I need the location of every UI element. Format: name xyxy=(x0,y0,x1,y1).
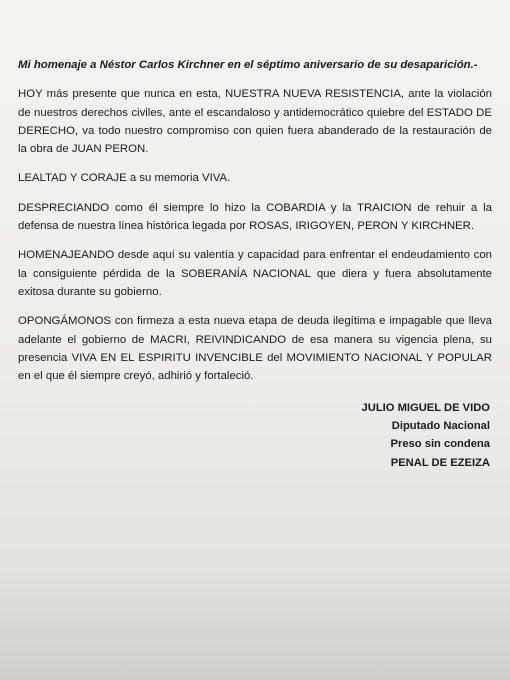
paragraph-3: DESPRECIANDO como él siempre lo hizo la COBARDIA y la TRAICION de rehuir a la defensa de nuestra línea histórica legada por ROSAS, IRIGOYEN, PERON Y KIRCHNER. xyxy=(18,201,492,233)
signature-status: Preso sin condena xyxy=(390,438,490,451)
paragraph-2: LEALTAD Y CORAJE a su memoria VIVA. xyxy=(18,172,231,185)
letter-title: Mi homenaje a Néstor Carlos Kirchner en el séptimo aniversario de su desaparición.- xyxy=(18,59,478,71)
paragraph-1: HOY más presente que nunca en esta, NUESTRA NUEVA RESISTENCIA, ante la violación de nuestros derechos civiles, ante el escandaloso y antidemocrático quiebre del ESTADO DE DERECHO, va todo nuestro compromiso con quien fuera abanderado de la restauración de la obra de JUAN PERON. xyxy=(18,88,492,156)
paragraph-4: HOMENAJEANDO desde aquí su valentía y capacidad para enfrentar el endeudamiento con la consiguiente pérdida de la SOBERANÍA NACIONAL que diera y fuera absolutamente exitosa durante su gobierno. xyxy=(18,249,492,298)
paragraph-5: OPONGÁMONOS con firmeza a esta nueva etapa de deuda ilegítima e impagable que lleva adelante el gobierno de MACRI, REIVINDICANDO de esa manera su vigencia plena, su presencia VIVA EN EL ESPIRITU INVENCIBLE del MOVIMIENTO NACIONAL Y POPULAR en el que él siempre creyó, adhirió y fortaleció. xyxy=(18,315,492,383)
signature-block xyxy=(310,399,490,472)
signature-position: Diputado Nacional xyxy=(391,420,490,433)
signature-location: PENAL DE EZEIZA xyxy=(390,456,490,469)
letter-body xyxy=(18,56,492,396)
signature-name: JULIO MIGUEL DE VIDO xyxy=(361,402,490,414)
